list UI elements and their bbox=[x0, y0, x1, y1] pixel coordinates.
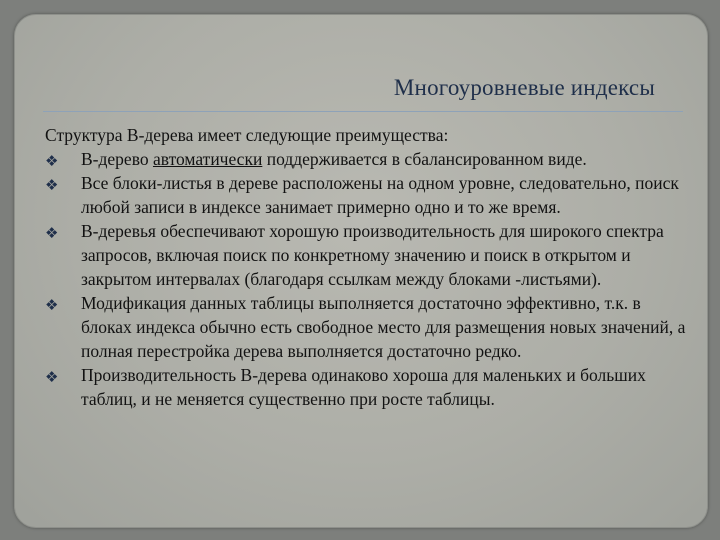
diamond-bullet-icon: ❖ bbox=[45, 224, 59, 242]
bullet-item-1 bbox=[45, 147, 695, 171]
diamond-bullet-icon: ❖ bbox=[45, 176, 59, 194]
slide-body bbox=[45, 123, 695, 411]
bullet-list bbox=[45, 147, 695, 411]
bullet-item-3 bbox=[45, 219, 695, 291]
bullet-1-post: поддерживается в сбалансированном виде. bbox=[262, 149, 587, 169]
bullet-3-text: В-деревья обеспечивают хорошую производительность для широкого спектра запросов, включая поиск по конкретному значению и поиск в открытом и закрытом интервалах (благодаря ссылкам между блоками -листьями). bbox=[81, 221, 664, 289]
bullet-item-4 bbox=[45, 291, 695, 363]
bullet-item-5 bbox=[45, 363, 695, 411]
bullet-4-text: Модификация данных таблицы выполняется достаточно эффективно, т.к. в блоках индекса обычно есть свободное место для размещения новых значений, а полная перестройка дерева выполняется достаточно редко. bbox=[81, 293, 686, 361]
slide-title: Многоуровневые индексы bbox=[393, 75, 655, 100]
diamond-bullet-icon: ❖ bbox=[45, 152, 59, 170]
bullet-1-pre: В-дерево bbox=[81, 149, 153, 169]
bullet-1-underlined: автоматически bbox=[152, 149, 263, 169]
title-divider bbox=[43, 111, 683, 112]
bullet-2-text: Все блоки-листья в дереве расположены на одном уровне, следовательно, поиск любой записи в индексе занимает примерно одно и то же время. bbox=[81, 173, 679, 217]
diamond-bullet-icon: ❖ bbox=[45, 368, 59, 386]
bullet-5-text: Производительность В-дерева одинаково хороша для маленьких и больших таблиц, и не меняется существенно при росте таблицы. bbox=[81, 365, 646, 409]
bullet-item-2 bbox=[45, 171, 695, 219]
intro-text: Структура В-дерева имеет следующие преимущества: bbox=[45, 125, 449, 145]
diamond-bullet-icon: ❖ bbox=[45, 296, 59, 314]
slide bbox=[14, 14, 708, 528]
